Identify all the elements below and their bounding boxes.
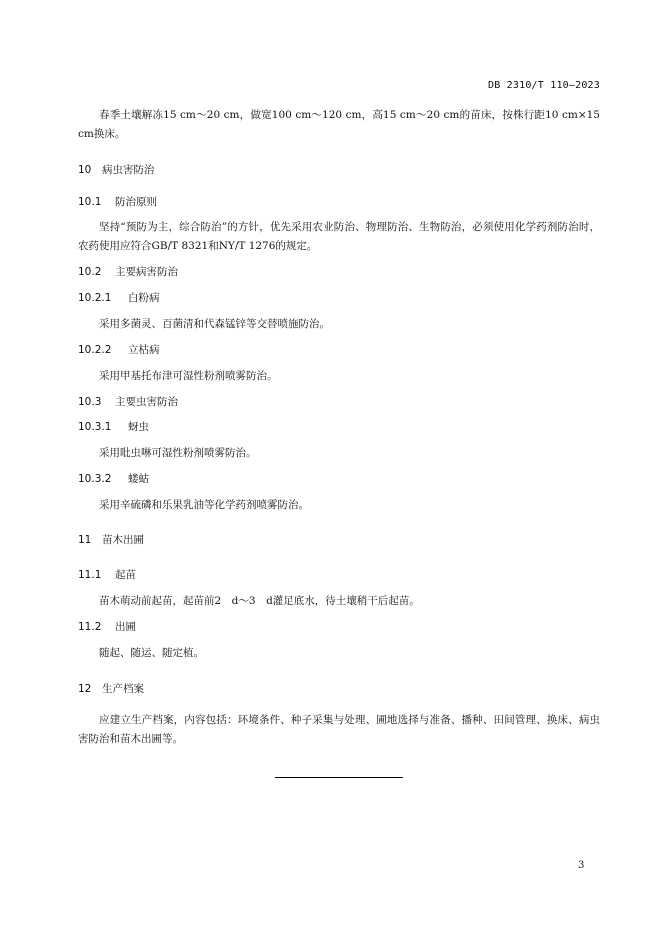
document-code: DB 2310/T 110—2023 [488,80,600,91]
heading-number: 10.2.1 [78,292,112,304]
heading-title: 苗木出圃 [102,534,144,546]
heading-11-1 [78,568,136,582]
heading-number: 11.2 [78,621,102,633]
heading-number: 11 [78,534,92,546]
paragraph-10-3-2: 采用辛硫磷和乐果乳油等化学药剂喷雾防治。 [99,499,309,511]
heading-10-1 [78,195,157,209]
heading-title: 白粉病 [128,292,160,304]
paragraph-10-2-2: 采用甲基托布津可湿性粉剂喷雾防治。 [99,370,278,382]
heading-title: 主要虫害防治 [115,396,178,408]
heading-10-3 [78,395,178,409]
heading-10-3-1 [78,420,149,434]
heading-number: 10.3.1 [78,421,112,433]
paragraph-11-1: 苗木萌动前起苗，起苗前2 d～3 d灌足底水，待土壤稍干后起苗。 [99,595,420,607]
heading-title: 蝼蛄 [128,473,149,485]
heading-number: 10.3.2 [78,473,112,485]
heading-10-3-2 [78,472,149,486]
end-of-document-rule [275,777,403,778]
heading-title: 立枯病 [128,344,160,356]
heading-11-2 [78,620,136,634]
heading-title: 出圃 [115,621,136,633]
heading-10-2 [78,265,178,279]
heading-10 [78,163,155,177]
heading-number: 10 [78,164,92,176]
heading-12 [78,682,144,696]
heading-title: 主要病害防治 [115,266,178,278]
heading-10-2-1 [78,291,160,305]
paragraph-11-2: 随起、随运、随定植。 [99,647,204,659]
paragraph-bed-transplant: 春季土壤解冻15 cm～20 cm，做宽100 cm～120 cm，高15 cm～20 cm的苗床，按株行距10 cm×15 cm换床。 [78,109,600,140]
heading-title: 病虫害防治 [102,164,155,176]
heading-title: 生产档案 [102,683,144,695]
page-number: 3 [578,860,585,871]
heading-number: 10.3 [78,396,102,408]
heading-11 [78,533,144,547]
heading-number: 10.1 [78,196,102,208]
heading-title: 蚜虫 [128,421,149,433]
paragraph-10-1: 坚持“预防为主，综合防治”的方针，优先采用农业防治、物理防治、生物防治，必须使用化学药剂防治时，农药使用应符合GB/T 8321和NY/T 1276的规定。 [78,221,600,252]
heading-number: 10.2.2 [78,344,112,356]
heading-number: 12 [78,683,92,695]
heading-number: 11.1 [78,569,102,581]
heading-number: 10.2 [78,266,102,278]
heading-10-2-2 [78,343,160,357]
paragraph-10-3-1: 采用吡虫啉可湿性粉剂喷雾防治。 [99,447,257,459]
paragraph-12: 应建立生产档案，内容包括：环境条件、种子采集与处理、圃地选择与准备、播种、田间管理、换床、病虫害防治和苗木出圃等。 [78,714,600,745]
heading-title: 起苗 [115,569,136,581]
paragraph-10-2-1: 采用多菌灵、百菌清和代森锰锌等交替喷施防治。 [99,318,330,330]
heading-title: 防治原则 [115,196,157,208]
